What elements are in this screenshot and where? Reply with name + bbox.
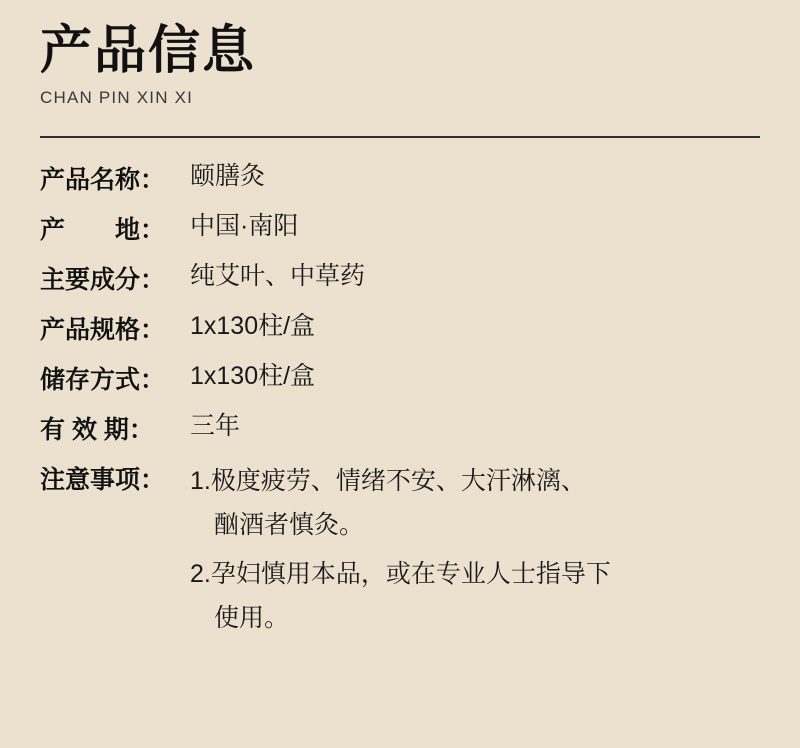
page-subtitle-pinyin: CHAN PIN XIN XI: [40, 87, 194, 107]
note-item: [190, 553, 611, 641]
spec-row-specification: [40, 310, 760, 346]
page-header: [40, 0, 760, 108]
spec-row-shelf-life: [40, 410, 760, 446]
spec-value: 纯艾叶、中草药: [190, 261, 366, 290]
spec-label: 产 地：: [40, 215, 166, 244]
spec-label: 产品名称：: [40, 165, 166, 194]
spec-list: [40, 160, 760, 647]
header-divider: [40, 136, 760, 138]
spec-value: 颐膳灸: [190, 161, 266, 190]
page-title: 产品信息: [40, 22, 257, 80]
spec-row-main-ingredients: [40, 260, 760, 296]
notes-label: 注意事项：: [40, 465, 166, 494]
note-line: 酗酒者慎灸。: [214, 510, 365, 539]
spec-row-origin: [40, 210, 760, 246]
spec-label: 主要成分：: [40, 265, 166, 294]
notes-section: [40, 460, 760, 647]
spec-label: 有 效 期：: [40, 415, 154, 444]
spec-label: 储存方式：: [40, 365, 166, 394]
note-line: 使用。: [214, 604, 290, 633]
spec-label: 产品规格：: [40, 315, 166, 344]
note-item: [190, 460, 611, 548]
spec-value: 三年: [190, 411, 241, 440]
note-line: 1.极度疲劳、情绪不安、大汗淋漓、: [190, 466, 586, 495]
spec-row-product-name: [40, 160, 760, 196]
spec-value: 1x130柱/盒: [190, 361, 316, 390]
spec-row-storage: [40, 360, 760, 396]
note-line: 2.孕妇慎用本品，或在专业人士指导下: [190, 560, 611, 589]
spec-value: 中国·南阳: [190, 211, 299, 240]
notes-body: [190, 460, 611, 647]
spec-value: 1x130柱/盒: [190, 311, 316, 340]
